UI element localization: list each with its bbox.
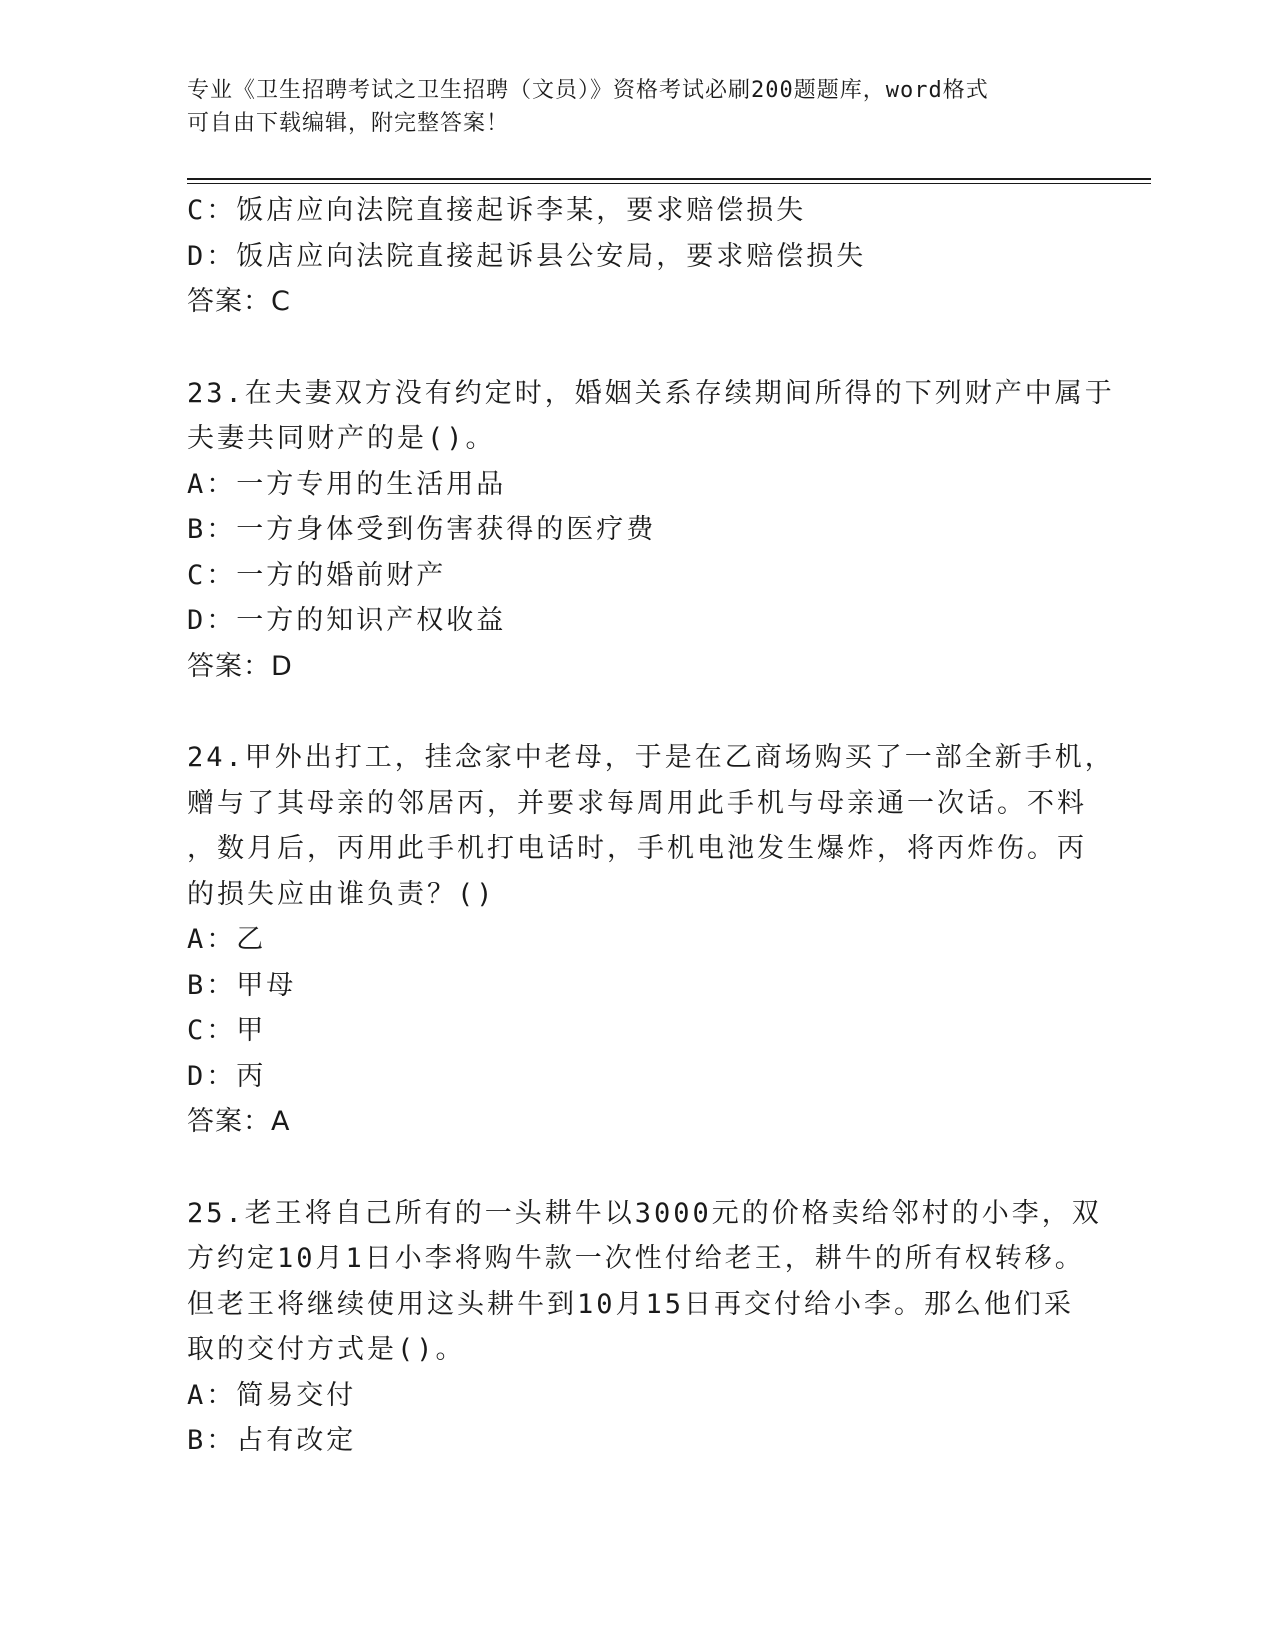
option-b: B：一方身体受到伤害获得的医疗费 bbox=[187, 514, 657, 545]
header-divider-thin bbox=[187, 183, 1151, 184]
option-d: D：丙 bbox=[187, 1060, 267, 1092]
question-stem-line: ，数月后，丙用此手机打电话时，手机电池发生爆炸，将丙炸伤。丙 bbox=[187, 833, 1087, 864]
page-header bbox=[187, 74, 1067, 140]
header-line-1: 专业《卫生招聘考试之卫生招聘（文员）》资格考试必刷200题题库，word格式 bbox=[187, 78, 989, 103]
option-a: A：简易交付 bbox=[187, 1379, 357, 1411]
option-a: A：乙 bbox=[187, 924, 267, 955]
option-b: B：甲母 bbox=[187, 969, 297, 1001]
question-stem-line: 取的交付方式是()。 bbox=[187, 1334, 466, 1365]
question-stem-line: 25.老王将自己所有的一头耕牛以3000元的价格卖给邻村的小李，双 bbox=[187, 1197, 1102, 1229]
option-d: D：一方的知识产权收益 bbox=[187, 605, 507, 636]
question-25 bbox=[187, 1191, 1102, 1464]
question-stem-line: 但老王将继续使用这头耕牛到10月15日再交付给小李。那么他们采 bbox=[187, 1288, 1075, 1320]
header-divider-thick bbox=[187, 178, 1151, 180]
option-c: C：一方的婚前财产 bbox=[187, 559, 447, 591]
question-stem-line: 的损失应由谁负责？() bbox=[187, 878, 496, 910]
question-stem-line: 夫妻共同财产的是()。 bbox=[187, 423, 496, 454]
option-d: D：饭店应向法院直接起诉县公安局，要求赔偿损失 bbox=[187, 240, 867, 272]
question-stem-line: 24.甲外出打工，挂念家中老母，于是在乙商场购买了一部全新手机， bbox=[187, 742, 1115, 773]
option-b: B：占有改定 bbox=[187, 1425, 357, 1456]
option-a: A：一方专用的生活用品 bbox=[187, 468, 507, 500]
answer-line: 答案：C bbox=[187, 286, 291, 317]
option-c: C：甲 bbox=[187, 1015, 267, 1046]
question-23 bbox=[187, 371, 1115, 690]
header-line-2: 可自由下载编辑，附完整答案！ bbox=[187, 111, 510, 136]
question-24 bbox=[187, 735, 1115, 1145]
answer-line: 答案：D bbox=[187, 650, 293, 682]
question-stem-line: 方约定10月1日小李将购牛款一次性付给老王，耕牛的所有权转移。 bbox=[187, 1243, 1085, 1274]
question-stem-line: 赠与了其母亲的邻居丙，并要求每周用此手机与母亲通一次话。不料 bbox=[187, 787, 1087, 819]
question-stem-line: 23.在夫妻双方没有约定时，婚姻关系存续期间所得的下列财产中属于 bbox=[187, 377, 1115, 409]
option-c: C：饭店应向法院直接起诉李某，要求赔偿损失 bbox=[187, 195, 807, 226]
question-22-continued bbox=[187, 188, 1087, 325]
question-content bbox=[187, 188, 1115, 1464]
answer-line: 答案：A bbox=[187, 1106, 291, 1137]
